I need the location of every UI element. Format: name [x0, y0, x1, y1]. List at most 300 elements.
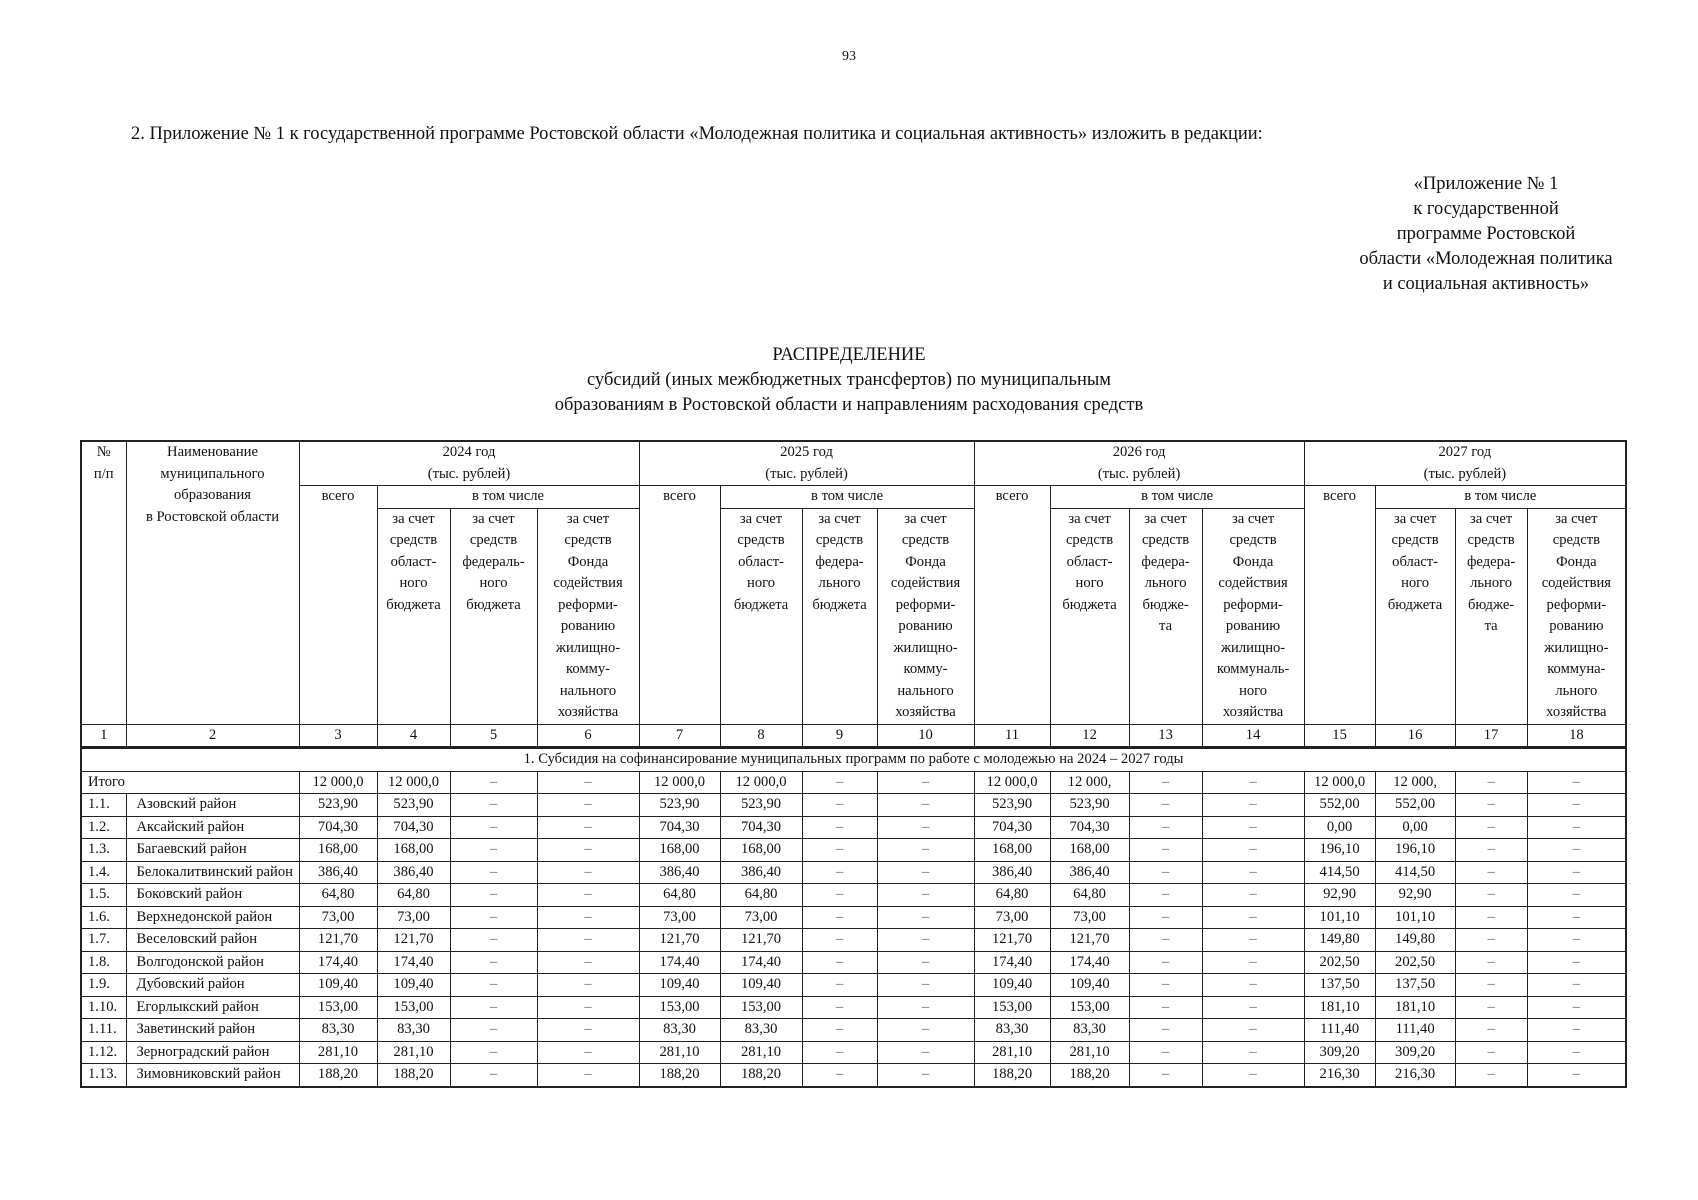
value-cell: – [1527, 861, 1626, 884]
value-cell: 281,10 [974, 1041, 1050, 1064]
header-line: федераль- [462, 553, 525, 570]
header-line: содействия [553, 575, 623, 591]
value-cell: 73,00 [974, 906, 1050, 929]
value-cell: – [1527, 906, 1626, 929]
header-line: Фонда [567, 553, 609, 570]
header-municipality [126, 441, 299, 724]
header-line: за счет [472, 510, 515, 527]
value-cell: 386,40 [974, 861, 1050, 884]
municipality-name: Аксайский район [126, 816, 299, 839]
value-cell: – [537, 1064, 639, 1087]
header-line: реформи- [895, 596, 956, 613]
value-cell: – [537, 1041, 639, 1064]
total-label: Итого [81, 771, 299, 794]
municipality-name: Зерноградский район [126, 1041, 299, 1064]
column-number: 6 [537, 724, 639, 748]
value-cell: – [450, 951, 537, 974]
value-cell: – [802, 974, 877, 997]
row-index: 1.8. [81, 951, 126, 974]
value-cell: – [1202, 929, 1304, 952]
value-cell: – [1455, 906, 1527, 929]
value-cell: – [1455, 1019, 1527, 1042]
value-cell: 121,70 [639, 929, 720, 952]
header-funding-source [1455, 508, 1527, 724]
value-cell: 92,90 [1375, 884, 1455, 907]
value-cell: 281,10 [639, 1041, 720, 1064]
value-cell: – [1527, 1019, 1626, 1042]
table-row [81, 1019, 1626, 1042]
column-number: 12 [1050, 724, 1129, 748]
header-total: всего [299, 486, 377, 725]
header-line: жилищно- [555, 639, 621, 656]
value-cell: 64,80 [639, 884, 720, 907]
value-cell: 83,30 [974, 1019, 1050, 1042]
value-cell: 109,40 [299, 974, 377, 997]
value-cell: – [877, 1019, 974, 1042]
value-cell: 121,70 [720, 929, 802, 952]
header-funding-source [537, 508, 639, 724]
header-including: в том числе [1050, 486, 1304, 509]
value-cell: – [802, 816, 877, 839]
header-line: област- [738, 553, 784, 570]
header-line: Фонда [905, 553, 946, 570]
header-line: Наименование [167, 444, 258, 460]
title-line: РАСПРЕДЕЛЕНИЕ [772, 345, 926, 365]
header-number [81, 441, 126, 724]
value-cell: – [877, 929, 974, 952]
column-number: 17 [1455, 724, 1527, 748]
header-line: нального [897, 682, 954, 699]
header-line: за счет [739, 510, 783, 527]
header-funding-source [450, 508, 537, 724]
value-cell: 168,00 [377, 839, 450, 862]
value-cell: 174,40 [720, 951, 802, 974]
header-line: бюдже- [1142, 596, 1189, 613]
value-cell: – [1527, 951, 1626, 974]
column-number: 18 [1527, 724, 1626, 748]
value-cell: – [802, 1041, 877, 1064]
value-cell: 92,90 [1304, 884, 1375, 907]
value-cell: – [450, 906, 537, 929]
page-number: 93 [842, 49, 856, 64]
value-cell: 153,00 [299, 996, 377, 1019]
header-line: реформи- [1223, 596, 1283, 613]
table-row [81, 974, 1626, 997]
row-index: 1.10. [81, 996, 126, 1019]
value-cell: – [1455, 794, 1527, 817]
table-row [81, 996, 1626, 1019]
header-funding-source [1375, 508, 1455, 724]
header-line: бюджета [1062, 596, 1117, 613]
row-index: 1.7. [81, 929, 126, 952]
value-cell: – [1202, 884, 1304, 907]
value-cell: 12 000,0 [377, 771, 450, 794]
value-cell: 83,30 [377, 1019, 450, 1042]
municipality-name: Егорлыкский район [126, 996, 299, 1019]
header-funding-source [377, 508, 450, 724]
header-line: реформи- [558, 596, 618, 613]
header-funding-source [1202, 508, 1304, 724]
value-cell: – [1455, 1041, 1527, 1064]
value-cell: 12 000,0 [974, 771, 1050, 794]
value-cell: 12 000,0 [720, 771, 802, 794]
value-cell: 174,40 [299, 951, 377, 974]
value-cell: – [450, 861, 537, 884]
value-cell: 523,90 [639, 794, 720, 817]
value-cell: 121,70 [974, 929, 1050, 952]
header-line: за счет [904, 510, 947, 527]
value-cell: 181,10 [1304, 996, 1375, 1019]
value-cell: – [1455, 929, 1527, 952]
value-cell: – [1202, 1019, 1304, 1042]
table-row [81, 839, 1626, 862]
header-funding-source [720, 508, 802, 724]
header-line: средств [1552, 532, 1600, 548]
value-cell: 552,00 [1304, 794, 1375, 817]
header-line: за счет [1231, 510, 1275, 527]
year-label: 2024 год [442, 444, 496, 460]
column-number: 13 [1129, 724, 1202, 748]
value-cell: – [1202, 861, 1304, 884]
value-cell: 137,50 [1304, 974, 1375, 997]
distribution-table [80, 440, 1627, 1088]
table-row-total [81, 771, 1626, 794]
value-cell: – [1129, 974, 1202, 997]
value-cell: – [450, 794, 537, 817]
header-line: за счет [1068, 510, 1111, 527]
value-cell: 281,10 [299, 1041, 377, 1064]
value-cell: – [877, 771, 974, 794]
value-cell: 109,40 [639, 974, 720, 997]
column-number: 2 [126, 724, 299, 748]
value-cell: 174,40 [639, 951, 720, 974]
column-number: 5 [450, 724, 537, 748]
value-cell: 64,80 [720, 884, 802, 907]
value-cell: – [802, 1019, 877, 1042]
value-cell: 414,50 [1375, 861, 1455, 884]
value-cell: – [1202, 951, 1304, 974]
column-number: 1 [81, 724, 126, 748]
table-row [81, 929, 1626, 952]
header-line: реформи- [1546, 596, 1607, 613]
year-label: 2025 год [780, 444, 833, 460]
value-cell: – [450, 1041, 537, 1064]
appendix-reference [1336, 172, 1636, 297]
value-cell: – [1129, 906, 1202, 929]
value-cell: 523,90 [299, 794, 377, 817]
value-cell: 73,00 [639, 906, 720, 929]
header-line: комму- [566, 661, 611, 677]
municipality-name: Багаевский район [126, 839, 299, 862]
header-year [974, 441, 1304, 486]
value-cell: 188,20 [720, 1064, 802, 1087]
header-line: ного [1401, 575, 1430, 591]
row-index: 1.2. [81, 816, 126, 839]
header-line: жилищно- [1544, 639, 1609, 656]
value-cell: – [1129, 816, 1202, 839]
header-line: рованию [898, 618, 953, 634]
value-cell: 121,70 [377, 929, 450, 952]
value-cell: – [877, 839, 974, 862]
value-cell: – [1527, 839, 1626, 862]
value-cell: 137,50 [1375, 974, 1455, 997]
value-cell: 174,40 [974, 951, 1050, 974]
row-index: 1.3. [81, 839, 126, 862]
value-cell: 386,40 [639, 861, 720, 884]
table-row [81, 1041, 1626, 1064]
value-cell: 109,40 [377, 974, 450, 997]
value-cell: – [1129, 1019, 1202, 1042]
header-line: средств [1467, 532, 1515, 548]
value-cell: – [877, 906, 974, 929]
value-cell: 386,40 [377, 861, 450, 884]
value-cell: – [1455, 996, 1527, 1019]
value-cell: – [1129, 771, 1202, 794]
value-cell: – [537, 951, 639, 974]
value-cell: 0,00 [1304, 816, 1375, 839]
header-line: муниципального [160, 465, 265, 482]
value-cell: 12 000,0 [299, 771, 377, 794]
value-cell: 188,20 [639, 1064, 720, 1087]
value-cell: 196,10 [1304, 839, 1375, 862]
value-cell: 83,30 [639, 1019, 720, 1042]
value-cell: 704,30 [377, 816, 450, 839]
row-index: 1.5. [81, 884, 126, 907]
header-line: содействия [890, 575, 961, 591]
column-number: 16 [1375, 724, 1455, 748]
header-line: средств [389, 532, 438, 548]
value-cell: 704,30 [299, 816, 377, 839]
header-year [1304, 441, 1626, 486]
municipality-name: Белокалитвинский район [126, 861, 299, 884]
header-line: ного [1239, 682, 1268, 699]
value-cell: – [1455, 1064, 1527, 1087]
value-cell: – [1129, 1064, 1202, 1087]
value-cell: – [537, 906, 639, 929]
column-number: 4 [377, 724, 450, 748]
header-funding-source [1527, 508, 1626, 724]
value-cell: – [1129, 951, 1202, 974]
row-index: 1.9. [81, 974, 126, 997]
value-cell: 281,10 [377, 1041, 450, 1064]
value-cell: 309,20 [1304, 1041, 1375, 1064]
value-cell: – [1527, 816, 1626, 839]
header-line: коммуналь- [1216, 661, 1290, 677]
header-line: средств [469, 532, 518, 548]
header-total: всего [1304, 486, 1375, 725]
header-line: № [96, 444, 111, 460]
value-cell: 153,00 [1050, 996, 1129, 1019]
table-row [81, 884, 1626, 907]
header-line: федера- [1466, 553, 1516, 570]
value-cell: 109,40 [1050, 974, 1129, 997]
value-cell: 73,00 [299, 906, 377, 929]
value-cell: – [1202, 906, 1304, 929]
value-cell: 64,80 [974, 884, 1050, 907]
municipality-name: Волгодонской район [126, 951, 299, 974]
header-line: в Ростовской области [145, 508, 280, 525]
header-line: комму- [903, 661, 948, 677]
value-cell: – [1455, 974, 1527, 997]
value-cell: 64,80 [1050, 884, 1129, 907]
value-cell: 386,40 [299, 861, 377, 884]
value-cell: – [1455, 884, 1527, 907]
value-cell: 523,90 [377, 794, 450, 817]
value-cell: 121,70 [1050, 929, 1129, 952]
table-row [81, 794, 1626, 817]
value-cell: – [1202, 816, 1304, 839]
header-total: всего [639, 486, 720, 725]
header-line: льного [1144, 575, 1187, 591]
value-cell: – [802, 771, 877, 794]
value-cell: – [1202, 1064, 1304, 1087]
value-cell: 101,10 [1304, 906, 1375, 929]
intro-paragraph: 2. Приложение № 1 к государственной программе Ростовской области «Молодежная политика и социальная активность» изложить в редакции: [131, 124, 1263, 144]
header-line: льного [1555, 682, 1598, 699]
header-line: Фонда [1556, 553, 1597, 570]
value-cell: – [802, 794, 877, 817]
header-funding-source [877, 508, 974, 724]
header-line: ного [479, 575, 508, 591]
value-cell: – [450, 839, 537, 862]
value-cell: – [537, 839, 639, 862]
value-cell: 523,90 [1050, 794, 1129, 817]
header-line: средств [564, 532, 612, 548]
header-line: содействия [1541, 575, 1612, 591]
header-line: средств [1391, 532, 1439, 548]
value-cell: – [1527, 996, 1626, 1019]
header-line: средств [1229, 532, 1277, 548]
year-label: 2027 год [1438, 444, 1492, 460]
value-cell: 202,50 [1304, 951, 1375, 974]
value-cell: – [537, 816, 639, 839]
value-cell: 109,40 [720, 974, 802, 997]
column-number: 14 [1202, 724, 1304, 748]
value-cell: 196,10 [1375, 839, 1455, 862]
header-line: за счет [1393, 510, 1437, 527]
year-unit: (тыс. рублей) [1097, 465, 1181, 482]
header-line: за счет [1555, 510, 1598, 527]
header-line: бюджета [812, 596, 867, 613]
municipality-name: Азовский район [126, 794, 299, 817]
value-cell: 168,00 [1050, 839, 1129, 862]
value-cell: – [877, 974, 974, 997]
row-index: 1.12. [81, 1041, 126, 1064]
value-cell: – [877, 884, 974, 907]
value-cell: – [1527, 1041, 1626, 1064]
value-cell: – [877, 951, 974, 974]
header-line: за счет [1144, 510, 1187, 527]
value-cell: 174,40 [1050, 951, 1129, 974]
value-cell: – [450, 974, 537, 997]
header-line: коммуна- [1547, 661, 1606, 677]
value-cell: – [1129, 861, 1202, 884]
value-cell: 216,30 [1304, 1064, 1375, 1087]
value-cell: 12 000, [1050, 771, 1129, 794]
value-cell: – [1527, 794, 1626, 817]
header-including: в том числе [720, 486, 974, 509]
value-cell: – [1129, 839, 1202, 862]
value-cell: – [537, 929, 639, 952]
value-cell: 83,30 [1050, 1019, 1129, 1042]
header-line: льного [818, 575, 861, 591]
municipality-name: Зимовниковский район [126, 1064, 299, 1087]
row-index: 1.4. [81, 861, 126, 884]
value-cell: 111,40 [1375, 1019, 1455, 1042]
appendix-line: и социальная активность» [1382, 274, 1590, 294]
column-number: 15 [1304, 724, 1375, 748]
header-line: содействия [1218, 575, 1288, 591]
document-title [0, 343, 1698, 418]
value-cell: – [1527, 884, 1626, 907]
value-cell: – [1129, 884, 1202, 907]
header-line: нального [559, 682, 617, 699]
value-cell: – [537, 861, 639, 884]
header-year [299, 441, 639, 486]
value-cell: – [537, 996, 639, 1019]
header-line: Фонда [1232, 553, 1274, 570]
value-cell: – [1455, 839, 1527, 862]
table-row [81, 816, 1626, 839]
appendix-line: «Приложение № 1 [1413, 174, 1559, 194]
value-cell: – [877, 816, 974, 839]
header-line: льного [1470, 575, 1513, 591]
value-cell: – [537, 794, 639, 817]
value-cell: 111,40 [1304, 1019, 1375, 1042]
header-line: бюджета [466, 596, 521, 613]
title-line: образованиям в Ростовской области и направлениям расходования средств [554, 395, 1144, 415]
value-cell: 704,30 [974, 816, 1050, 839]
header-line: федера- [1141, 553, 1190, 570]
appendix-line: области «Молодежная политика [1359, 249, 1613, 269]
header-total: всего [974, 486, 1050, 725]
value-cell: – [1202, 1041, 1304, 1064]
column-number: 10 [877, 724, 974, 748]
header-line: средств [901, 532, 950, 548]
header-line: та [1159, 618, 1173, 634]
header-line: средств [1141, 532, 1190, 548]
column-number: 11 [974, 724, 1050, 748]
value-cell: – [450, 929, 537, 952]
header-funding-source [1050, 508, 1129, 724]
header-including: в том числе [377, 486, 639, 509]
value-cell: 64,80 [377, 884, 450, 907]
header-funding-source [802, 508, 877, 724]
value-cell: – [537, 884, 639, 907]
header-line: средств [815, 532, 864, 548]
title-line: субсидий (иных межбюджетных трансфертов) по муниципальным [586, 370, 1112, 390]
value-cell: – [1455, 816, 1527, 839]
value-cell: – [802, 1064, 877, 1087]
value-cell: 0,00 [1375, 816, 1455, 839]
value-cell: – [802, 929, 877, 952]
value-cell: – [1455, 771, 1527, 794]
year-unit: (тыс. рублей) [1423, 465, 1507, 482]
value-cell: – [1527, 771, 1626, 794]
column-number: 9 [802, 724, 877, 748]
value-cell: 73,00 [720, 906, 802, 929]
appendix-line: программе Ростовской [1396, 224, 1576, 244]
value-cell: 168,00 [299, 839, 377, 862]
row-index: 1.13. [81, 1064, 126, 1087]
header-line: бюдже- [1467, 596, 1515, 613]
value-cell: 83,30 [720, 1019, 802, 1042]
value-cell: 216,30 [1375, 1064, 1455, 1087]
value-cell: – [877, 1064, 974, 1087]
value-cell: 704,30 [1050, 816, 1129, 839]
value-cell: 414,50 [1304, 861, 1375, 884]
value-cell: – [1455, 951, 1527, 974]
